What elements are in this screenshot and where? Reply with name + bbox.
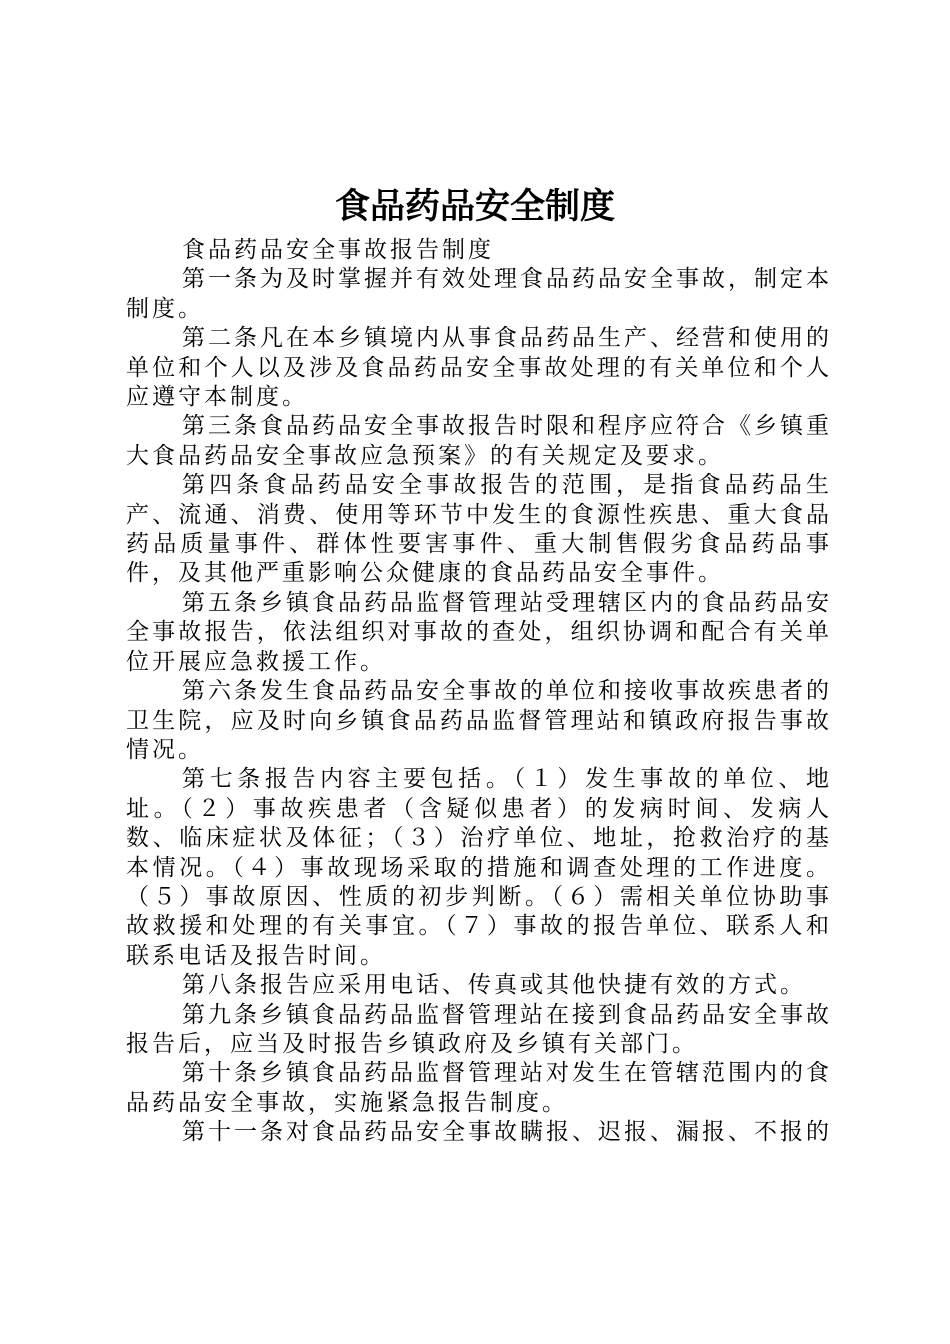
paragraph-article-3: 第三条食品药品安全事故报告时限和程序应符合《乡镇重大食品药品安全事故应急预案》的有关规定及要求。 bbox=[126, 413, 832, 469]
document-body bbox=[126, 236, 832, 1148]
paragraph-article-8: 第八条报告应采用电话、传真或其他快捷有效的方式。 bbox=[182, 972, 806, 999]
paragraph-article-7: 第七条报告内容主要包括。（１）发生事故的单位、地址。（２）事故疾患者（含疑似患者）的发病时间、发病人数、临床症状及体征；（３）治疗单位、地址，抢救治疗的基本情况。（４）事故现场采取的措施和调查处理的工作进度。（５）事故原因、性质的初步判断。（６）需相关单位协助事故救援和处理的有关事宜。（７）事故的报告单位、联系人和联系电话及报告时间。 bbox=[126, 766, 832, 969]
paragraph-article-6: 第六条发生食品药品安全事故的单位和接收事故疾患者的卫生院，应及时向乡镇食品药品监督管理站和镇政府报告事故情况。 bbox=[126, 678, 832, 763]
paragraph-article-5: 第五条乡镇食品药品监督管理站受理辖区内的食品药品安全事故报告，依法组织对事故的查处，组织协调和配合有关单位开展应急救援工作。 bbox=[126, 589, 832, 675]
paragraph-subtitle: 食品药品安全事故报告制度 bbox=[182, 237, 494, 263]
paragraph-article-11: 第十一条对食品药品安全事故瞒报、迟报、漏报、不报的 bbox=[182, 1119, 832, 1146]
paragraph-article-2: 第二条凡在本乡镇境内从事食品药品生产、经营和使用的单位和个人以及涉及食品药品安全事故处理的有关单位和个人应遵守本制度。 bbox=[126, 325, 832, 411]
paragraph-article-4: 第四条食品药品安全事故报告的范围，是指食品药品生产、流通、消费、使用等环节中发生的食源性疾患、重大食品药品质量事件、群体性要害事件、重大制售假劣食品药品事件，及其他严重影响公众健康的食品药品安全事件。 bbox=[126, 472, 832, 587]
paragraph-article-1: 第一条为及时掌握并有效处理食品药品安全事故，制定本制度。 bbox=[126, 266, 832, 322]
paragraph-article-9: 第九条乡镇食品药品监督管理站在接到食品药品安全事故报告后，应当及时报告乡镇政府及乡镇有关部门。 bbox=[126, 1001, 832, 1057]
paragraph-article-10: 第十条乡镇食品药品监督管理站对发生在管辖范围内的食品药品安全事故，实施紧急报告制度。 bbox=[126, 1060, 832, 1116]
document-title: 食品药品安全制度 bbox=[334, 186, 615, 227]
